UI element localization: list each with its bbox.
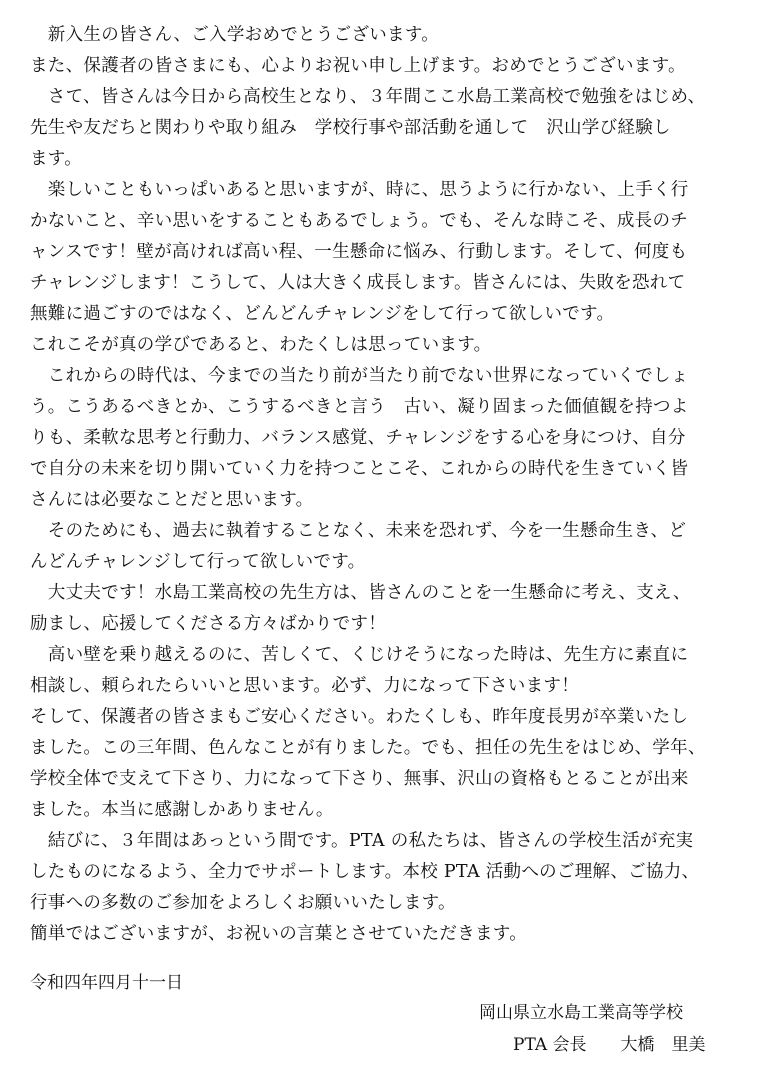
letter-line: 励まし、応援してくださる方々ばかりです！ (30, 614, 386, 634)
letter-line: りも、柔軟な思考と行動力、バランス感覚、チャレンジをする心を身につけ、自分 (30, 428, 686, 448)
letter-line: う。こうあるべきとか、こうするべきと言う 古い、凝り固まった価値観を持つよ (30, 397, 689, 417)
letter-line: これからの時代は、今までの当たり前が当たり前でない世界になっていくでしょ (30, 366, 689, 386)
letter-line: そのためにも、過去に執着することなく、未来を恐れず、今を一生懸命生き、ど (30, 521, 687, 541)
letter-line: 新入生の皆さん、ご入学おめでとうございます。 (30, 25, 440, 45)
letter-line: さて、皆さんは今日から高校生となり、３年間ここ水島工業高校で勉強をはじめ、 (30, 87, 706, 107)
letter-line: したものになるよう、全力でサポートします。本校 PTA 活動へのご理解、ご協力、 (30, 862, 700, 882)
school-name: 岡山県立水島工業高等学校 (479, 1003, 683, 1023)
letter-line: そして、保護者の皆さまもご安心ください。わたくしも、昨年度長男が卒業いたし (30, 707, 689, 727)
letter-line: で自分の未来を切り開いていく力を持つことこそ、これからの時代を生きていく皆 (30, 459, 689, 479)
letter-line: ャンスです！壁が高ければ高い程、一生懸命に悩み、行動します。そして、何度も (30, 242, 688, 262)
letter-line: 先生や友だちと関わりや取り組み 学校行事や部活動を通して 沢山学び経験し (30, 118, 671, 138)
letter-line: さんには必要なことだと思います。 (30, 490, 314, 510)
letter-line: ました。本当に感謝しかありません。 (30, 800, 334, 820)
letter-line: 楽しいこともいっぱいあると思いますが、時に、思うように行かない、上手く行 (30, 180, 689, 200)
letter-line: 高い壁を乗り越えるのに、苦しくて、くじけそうになった時は、先生方に素直に (30, 645, 689, 665)
letter-line: 相談し、頼られたらいいと思います。必ず、力になって下さいます！ (30, 676, 579, 696)
letter-line: 無難に過ごすのではなく、どんどんチャレンジをして行って欲しいです。 (30, 304, 615, 324)
letter-line: ます。 (30, 149, 82, 169)
letter-date: 令和四年四月十一日 (30, 973, 183, 993)
letter-line: チャレンジします！こうして、人は大きく成長します。皆さんには、失敗を恐れて (30, 273, 686, 293)
letter-line: これこそが真の学びであると、わたくしは思っています。 (30, 335, 492, 355)
letter-line: また、保護者の皆さまにも、心よりお祝い申し上げます。おめでとうございます。 (30, 56, 686, 76)
letter-body (30, 20, 760, 950)
letter-line: 行事への多数のご参加をよろしくお願いいたします。 (30, 893, 456, 913)
letter-line: ました。この三年間、色んなことが有りました。でも、担任の先生をはじめ、学年、 (30, 738, 706, 758)
letter-line: んどんチャレンジして行って欲しいです。 (30, 552, 366, 572)
letter-line: 結びに、３年間はあっという間です。PTA の私たちは、皆さんの学校生活が充実 (30, 831, 694, 851)
letter-line: 簡単ではございますが、お祝いの言葉とさせていただきます。 (30, 924, 527, 944)
letter-line: かないこと、辛い思いをすることもあるでしょう。でも、そんな時こそ、成長のチ (30, 211, 689, 231)
letter-line: 大丈夫です！水島工業高校の先生方は、皆さんのことを一生懸命に考え、支え、 (30, 583, 691, 603)
signer-name: PTA 会長 大橋 里美 (513, 1035, 706, 1055)
letter-line: 学校全体で支えて下さり、力になって下さり、無事、沢山の資格もとることが出来 (30, 769, 689, 789)
